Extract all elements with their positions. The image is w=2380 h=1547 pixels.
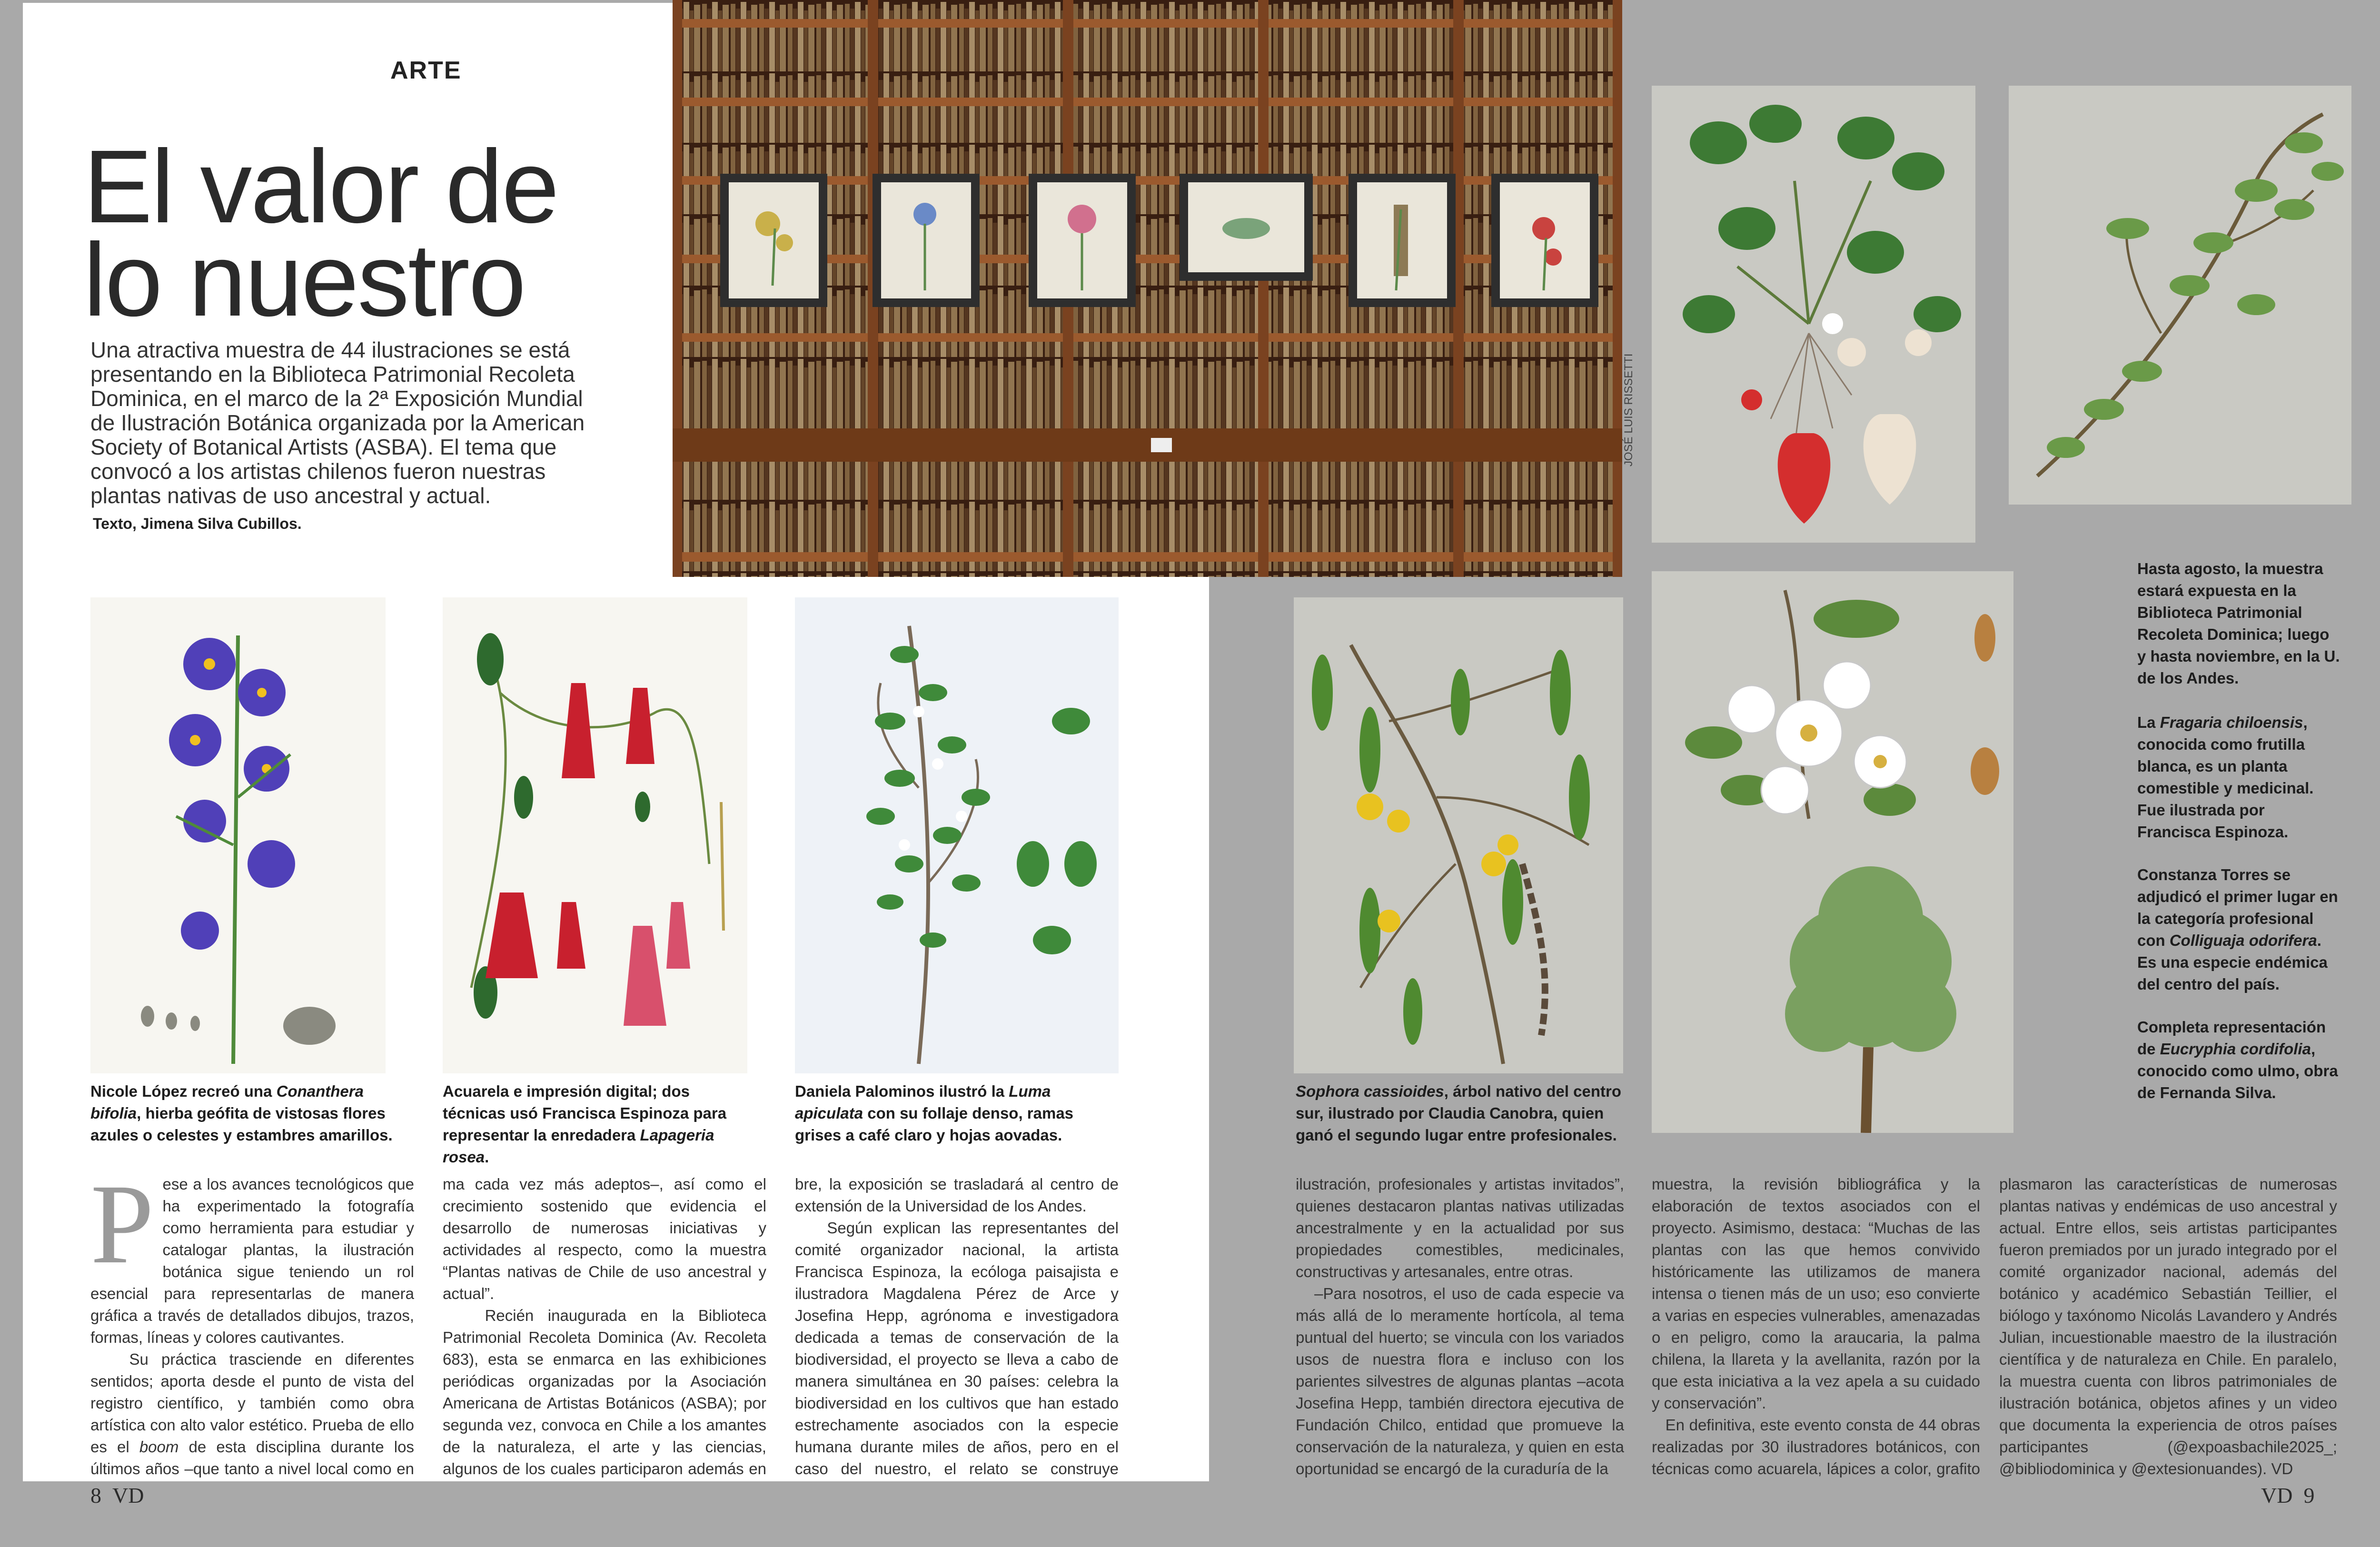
side-note-fragaria-species: Fragaria chiloensis [2160,714,2303,731]
column-1-italic-word: boom [139,1438,179,1456]
side-note-exhibition: Hasta agosto, la muestra estará expuesta en la Biblioteca Patrimonial Recoleta Dominica; luego y hasta noviembre, en la U. de los Andes. [2137,560,2340,687]
sophora-illustration [1294,597,1623,1073]
plate-fragaria [1652,86,1975,543]
side-note-fragaria [2137,712,2342,843]
brand-left: VD [112,1483,144,1507]
eucryphia-illustration [1652,571,2013,1133]
title-line-1: El valor de [83,129,558,245]
caption-lapageria-species: Lapageria rosea [443,1126,714,1166]
caption-sophora-text: , árbol nativo del centro sur, ilustrado por Claudia Canobra, quien ganó el segundo lugar entre profesionales. [1296,1082,1622,1144]
conanthera-illustration [90,597,386,1073]
plate-conanthera [90,597,386,1073]
caption-luma [795,1081,1109,1146]
article-title [83,129,669,338]
fragaria-illustration [1652,86,1975,543]
body-column-3 [795,1173,1119,1478]
column-2-paragraph-2: Recién inaugurada en la Biblioteca Patrimonial Recoleta Dominica (Av. Recoleta 683), esta se enmarca en las exhibiciones periódicas organizadas por la Asociación Americana de Artistas Botánicos (ASBA); por segunda vez, convoca en Chile a los amantes de la naturaleza, el arte y las ciencias, algunos de los cuales participaron además en [443,1307,766,1478]
plate-luma [795,597,1119,1073]
caption-luma-text-a: Daniela Palominos ilustró la [795,1082,1009,1100]
body-column-4 [1296,1173,1624,1478]
caption-lapageria-text-b: . [485,1148,489,1166]
column-1-paragraph-2-end: de esta disciplina durante los últimos años –que tanto a nivel local como en [90,1438,414,1478]
plate-sophora [1294,597,1623,1073]
body-column-2 [443,1173,766,1478]
column-3-paragraph-2: Según explican las representantes del comité organizador nacional, la artista Francisca Espinoza, la ecóloga paisajista e ilustradora Magdalena Pérez de Arce y Josefina Hepp, agrónoma e investigadora dedicada a temas de conservación de la biodiversidad, el proyecto se lleva a cabo de manera simultánea en 30 países: celebra la biodiversidad en los cultivos que han estado estrechamente asociados con la especie humana durante miles de años, pero en el caso del nuestro, el relato se construye [795,1219,1119,1478]
plate-colliguaja [2009,86,2351,505]
plate-eucryphia [1652,571,2013,1133]
column-3-paragraph-1: bre, la exposición se trasladará al centro de extensión de la Universidad de los Andes. [795,1175,1119,1215]
page-number-right: 9 [2303,1483,2315,1507]
column-4-paragraph-2: –Para nosotros, el uso de cada especie va más allá de lo meramente hortícola, al tema puntual del huerto; se vincula con los variados usos de nuestra flora e incluso con los parientes silvestres de algunas plantas –acota Josefina Hepp, también directora ejecutiva de Fundación Chilco, entidad que promueve la conservación de la naturaleza, y quien en esta oportunidad se encargó de la curaduría de la [1296,1285,1624,1478]
side-note-colliguaja-species: Colliguaja odorifera [2169,932,2317,949]
column-6-paragraph-1: plasmaron las características de numerosas plantas nativas y endémicas de uso ancestral y actual. Entre ellos, seis artistas participantes fueron premiados por un jurado integrado por el comité organizador nacional, además del botánico y académico Sebastián Teillier, el biólogo y taxónomo Nicolás Lavandero y Andrés Julian, incuestionable maestro de la ilustración científica y de naturaleza en Chile. En paralelo, la muestra cuenta con libros patrimoniales de ilustración botánica, objetos afines y un video que documenta la experiencia de otros países participantes (@expoasbachile2025_; @bibliodominica y @extesionuandes). VD [1999,1175,2337,1478]
column-2-paragraph-1: ma cada vez más adeptos–, así como el crecimiento sostenido que evidencia el desarrollo de numerosas iniciativas y actividades al respecto, como la muestra “Plantas nativas de Chile de uso ancestral y actual”. [443,1175,766,1302]
caption-sophora-species: Sophora cassioides [1296,1082,1444,1100]
byline: Texto, Jimena Silva Cubillos. [93,515,302,532]
side-note-fragaria-b: , conocida como frutilla blanca, es un planta comestible y medicinal. Fue ilustrada por Francisca Espinoza. [2137,714,2314,841]
side-note-colliguaja [2137,864,2342,995]
side-note-eucryphia [2137,1016,2342,1104]
column-5-paragraph-2: En definitiva, este evento consta de 44 obras realizadas por 30 ilustradores botánicos, con técnicas como acuarela, lápices a color, grafito [1652,1416,1980,1478]
photo-credit: JOSÉ LUIS RISSETTI [1622,353,1635,466]
section-label: ARTE [390,57,462,84]
caption-luma-species: Luma apiculata [795,1082,1051,1122]
side-note-colliguaja-b: . Es una especie endémica del centro del país. [2137,932,2328,993]
caption-lapageria [443,1081,747,1168]
folio-left [90,1483,144,1508]
caption-sophora [1296,1081,1624,1146]
plate-lapageria [443,597,747,1073]
body-column-5 [1652,1173,1980,1478]
column-1-paragraph-2: Su práctica trasciende en diferentes sentidos; aporta desde el punto de vista del registro científico, y también como obra artística con alto valor estético. Prueba de ello es el [90,1350,414,1456]
brand-right: VD [2261,1483,2293,1507]
side-note-eucryphia-b: , conocido como ulmo, obra de Fernanda Silva. [2137,1040,2338,1101]
caption-conanthera [90,1081,395,1146]
dropcap: P [90,1173,154,1287]
article-lead: Una atractiva muestra de 44 ilustraciones se está presentando en la Biblioteca Patrimonial Recoleta Dominica, en el marco de la 2ª Exposición Mundial de Ilustración Botánica organizada por la American Society of Botanical Artists (ASBA). El tema que convocó a los artistas chilenos fueron nuestras plantas nativas de uso ancestral y actual. [90,337,585,508]
lapageria-illustration [443,597,747,1073]
side-note-eucryphia-a: Completa representación de [2137,1018,2326,1058]
bookshelf-illustration [673,0,1622,577]
body-column-6 [1999,1173,2337,1478]
column-1-paragraph-1: ese a los avances tecnológicos que ha experimentado la fotografía como herramienta para estudiar y catalogar plantas, la ilustración botánica sigue teniendo un rol esencial para representarlas de manera gráfica a través de detallados dibujos, trazos, formas, líneas y colores cautivantes. [90,1175,414,1346]
side-note-eucryphia-species: Eucryphia cordifolia [2160,1040,2311,1058]
colliguaja-illustration [2009,86,2351,505]
column-4-paragraph-1: ilustración, profesionales y artistas invitados”, quienes destacaron plantas nativas utilizadas ancestralmente y en la actualidad por sus propiedades comestibles, medicinales, constructivas y artesanales, entre otras. [1296,1175,1624,1280]
column-5-paragraph-1: muestra, la revisión bibliográfica y la elaboración de textos asociados con el proyecto. Asimismo, destaca: “Muchas de las plantas con las que hemos convivido históricamente las utilizamos de manera intensa o tienen más de un uso; eso convierte a varias en especies vulnerables, amenazadas o en peligro, como la araucaria, la palma chilena, la llareta y la avellanita, razón por la que esta iniciativa a la vez apela a su cuidado y conservación”. [1652,1175,1980,1412]
luma-illustration [795,597,1119,1073]
caption-conanthera-text-a: Nicole López recreó una [90,1082,277,1100]
folio-right [2261,1483,2314,1508]
body-column-1 [90,1173,414,1478]
page-number-left: 8 [90,1483,101,1507]
caption-luma-text-b: con su follaje denso, ramas grises a café claro y hojas aovadas. [795,1104,1074,1144]
caption-conanthera-species: Conanthera bifolia [90,1082,364,1122]
caption-lapageria-text-a: Acuarela e impresión digital; dos técnicas usó Francisca Espinoza para representar la enredadera [443,1082,727,1144]
caption-conanthera-text-b: , hierba geófita de vistosas flores azules o celestes y estambres amarillos. [90,1104,393,1144]
title-line-2: lo nuestro [83,222,525,338]
library-photo [673,0,1622,577]
side-note-fragaria-a: La [2137,714,2160,731]
side-note-colliguaja-a: Constanza Torres se adjudicó el primer lugar en la categoría profesional con [2137,866,2338,949]
